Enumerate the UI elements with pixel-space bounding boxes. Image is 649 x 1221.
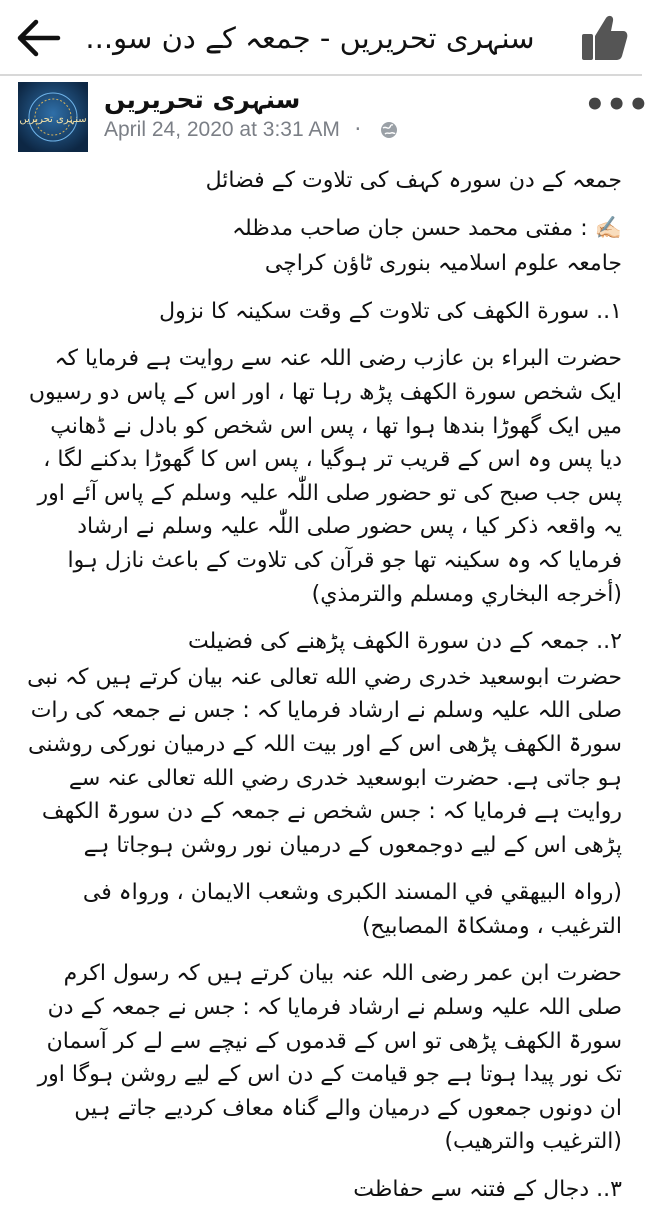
post-author: ✍🏻 : مفتی محمد حسن جان صاحب مدظلہ bbox=[232, 215, 622, 241]
post-meta bbox=[104, 117, 398, 142]
post-institution: جامعہ علوم اسلامیہ بنوری ٹاؤن کراچی bbox=[264, 251, 622, 277]
like-button[interactable] bbox=[580, 12, 628, 62]
page-name[interactable]: سنہری تحریریں bbox=[104, 85, 301, 114]
section-2-heading: ٢.. جمعہ کے دن سورة الکھف پڑھنے کی فضیلت bbox=[187, 629, 622, 655]
section-1-body: حضرت البراء بن عازب رضی اللہ عنہ سے روایت ہے فرمایا کہ ایک شخص سورة الکھف پڑھ رہا تھا ، اور اس کے پاس دو رسیوں میں ایک گھوڑا بندھا ہوا تھا ، پس اس شخص کو بادل نے ڈھانپ دیا پس وہ اس کے قریب تر ہوگیا ، پس اس کا گھوڑا بدکنے لگا ، پس جب صبح کی تو حضور صلی اللّٰہ علیہ وسلم کے پاس آئے اور یہ واقعہ ذکر کیا ، پس حضور صلی اللّٰہ علیہ وسلم نے ارشاد فرمایا کہ وہ سکینہ تھا جو قرآن کی تلاوت کے باعث نازل ہوا (أخرجه البخاري ومسلم والترمذي) bbox=[28, 346, 622, 607]
avatar[interactable] bbox=[18, 82, 88, 152]
top-bar bbox=[0, 0, 642, 76]
meta-separator: · bbox=[354, 117, 362, 141]
section-2-body: حضرت ابوسعید خدری رضي الله تعالی عنہ بیان کرتے ہیں کہ نبی صلی اللہ علیہ وسلم نے ارشاد فرمایا کہ : جس نے جمعہ کی رات سورۃ الکھف پڑھی اس کے اور بیت اللہ کے درمیان نورکی روشنی ہو جاتی ہے. حضرت ابوسعید خدری رضي الله تعالى عنہ سے روایت ہے فرمایا کہ : جس شخص نے جمعہ کے دن سورۃ الکھف پڑھی اس کے لیے دوجمعوں کے درمیان نور روشن ہوجاتا ہے bbox=[27, 664, 622, 858]
post-title: جمعہ کے دن سورہ کہف کی تلاوت کے فضائل bbox=[205, 168, 622, 193]
post-content bbox=[26, 164, 622, 1221]
avatar-text: سنہری تحریریں bbox=[19, 114, 87, 125]
post-header bbox=[0, 82, 649, 148]
section-2-reference: (رواہ البیھقي في المسند الکبری وشعب الایمان ، ورواہ فی الترغیب ، ومشکاۃ المصابیح) bbox=[82, 880, 622, 939]
thumbs-up-icon bbox=[580, 12, 628, 62]
section-2-body-2: حضرت ابن عمر رضی اللہ عنہ بیان کرتے ہیں کہ رسول اکرم صلی اللہ علیہ وسلم نے ارشاد فرمایا کہ : جس نے جمعہ کے دن سورۃ الکھف پڑھی تو اس کے قدموں کے نیچے سے لے کر آسمان تک نور پیدا ہوتا ہے جو قیامت کے دن اس کے لیے روشن ہوگا اور ان دونوں جمعوں کے درمیان والے گناہ معاف کردیے جاتے ہیں (الترغیب والترھیب) bbox=[37, 961, 622, 1155]
globe-icon bbox=[380, 121, 398, 139]
back-button[interactable] bbox=[14, 16, 62, 60]
post-date[interactable]: April 24, 2020 at 3:31 AM bbox=[104, 118, 340, 141]
section-1-heading: ١.. سورة الکھف کی تلاوت کے وقت سکینہ کا نزول bbox=[159, 298, 622, 324]
section-3-heading: ٣.. دجال کے فتنہ سے حفاظت bbox=[353, 1177, 622, 1203]
avatar-image bbox=[18, 82, 88, 152]
more-options-button[interactable]: ••• bbox=[584, 85, 649, 125]
arrow-left-icon bbox=[14, 16, 62, 60]
page-title: سنہری تحریریں - جمعہ کے دن سو... bbox=[85, 21, 535, 55]
